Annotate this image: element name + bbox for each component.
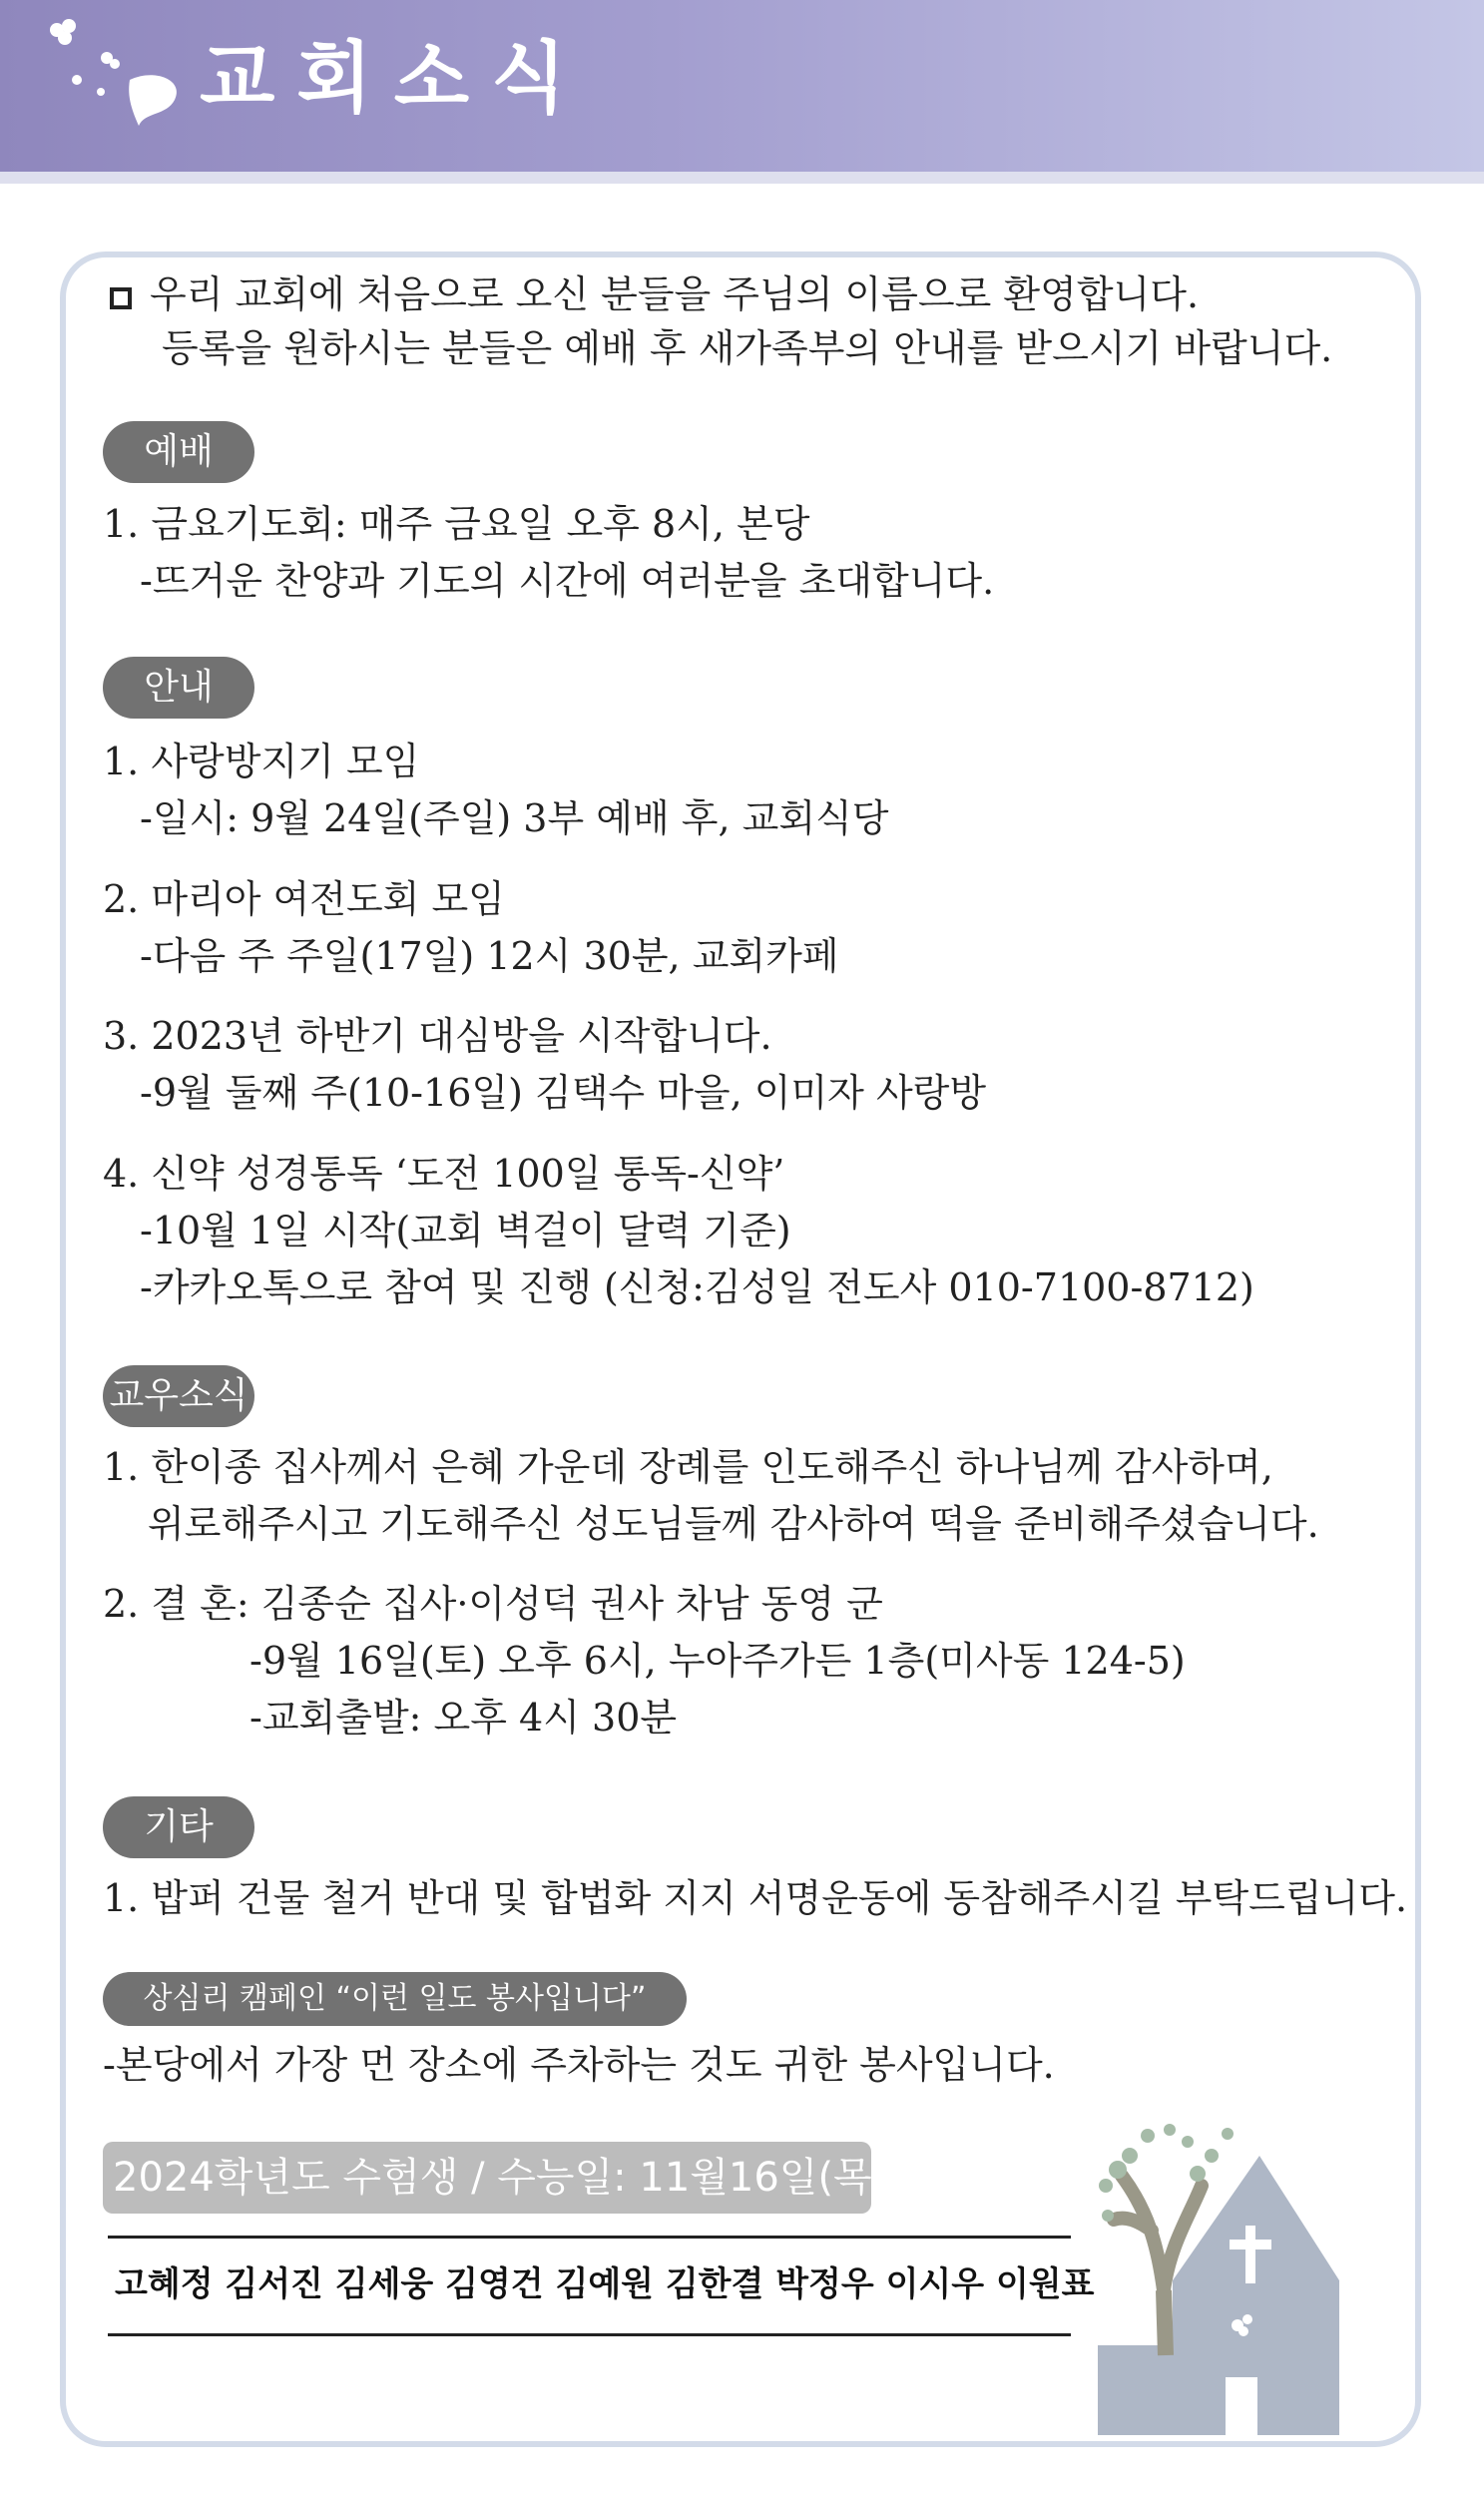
notice-item-1-detail: -일시: 9월 24일(주일) 3부 예배 후, 교회식당: [140, 796, 889, 840]
exam-banner: 2024학년도 수험생 / 수능일: 11월16일(목): [103, 2142, 871, 2214]
notice-item-2-detail: -다음 주 주일(17일) 12시 30분, 교회카페: [140, 934, 839, 978]
checkbox-bullet-icon: [110, 287, 132, 309]
campaign-label: 상심리 캠페인 “이런 일도 봉사입니다”: [103, 1972, 687, 2026]
welcome-line-2: 등록을 원하시는 분들은 예배 후 새가족부의 안내를 받으시기 바랍니다.: [162, 326, 1333, 370]
welcome-line-1: 우리 교회에 처음으로 오신 분들을 주님의 이름으로 환영합니다.: [150, 272, 1200, 316]
header-underline: [0, 172, 1484, 184]
members-item-2-detail-1: -9월 16일(토) 오후 6시, 누아주가든 1층(미사동 124-5): [249, 1639, 1186, 1683]
notice-item-2: 2. 마리아 여전도회 모임: [103, 877, 505, 921]
notice-item-3-detail: -9월 둘째 주(10-16일) 김택수 마을, 이미자 사랑방: [140, 1071, 987, 1115]
members-item-1-line-2: 위로해주시고 기도해주신 성도님들께 감사하여 떡을 준비해주셨습니다.: [148, 1502, 1319, 1546]
notice-item-4-detail-2: -카카오톡으로 참여 및 진행 (신청:김성일 전도사 010-7100-8712): [140, 1265, 1254, 1309]
church-tree-icon: [1078, 2116, 1377, 2435]
divider-top: [108, 2236, 1071, 2239]
members-item-2: 2. 결 혼: 김종순 집사·이성덕 권사 차남 동영 군: [103, 1582, 883, 1626]
notice-item-4-detail-1: -10월 1일 시작(교회 벽걸이 달력 기준): [140, 1209, 791, 1252]
members-item-2-detail-2: -교회출발: 오후 4시 30분: [249, 1696, 678, 1740]
student-names: 고혜정 김서진 김세웅 김영건 김예원 김한결 박정우 이시우 이원표: [115, 2264, 1095, 2304]
members-item-1-line-1: 1. 한이종 집사께서 은혜 가운데 장례를 인도해주신 하나님께 감사하며,: [103, 1445, 1273, 1489]
section-label-worship: 예배: [103, 421, 254, 483]
flower-petals-icon: [35, 8, 205, 138]
notice-item-4: 4. 신약 성경통독 ‘도전 100일 통독-신약’: [103, 1152, 785, 1196]
section-label-etc: 기타: [103, 1796, 254, 1858]
page-title: 교회소식: [200, 34, 589, 124]
campaign-text: -본당에서 가장 먼 장소에 주차하는 것도 귀한 봉사입니다.: [103, 2043, 1055, 2087]
worship-item-1-detail: -뜨거운 찬양과 기도의 시간에 여러분을 초대합니다.: [140, 559, 995, 603]
divider-bottom: [108, 2333, 1071, 2336]
etc-item-1: 1. 밥퍼 건물 철거 반대 및 합법화 지지 서명운동에 동참해주시길 부탁드립니다.: [103, 1876, 1408, 1920]
worship-item-1: 1. 금요기도회: 매주 금요일 오후 8시, 본당: [103, 502, 810, 546]
notice-item-1: 1. 사랑방지기 모임: [103, 740, 420, 783]
section-label-notice: 안내: [103, 657, 254, 719]
section-label-members: 교우소식: [103, 1365, 254, 1427]
notice-item-3: 3. 2023년 하반기 대심방을 시작합니다.: [103, 1014, 772, 1058]
